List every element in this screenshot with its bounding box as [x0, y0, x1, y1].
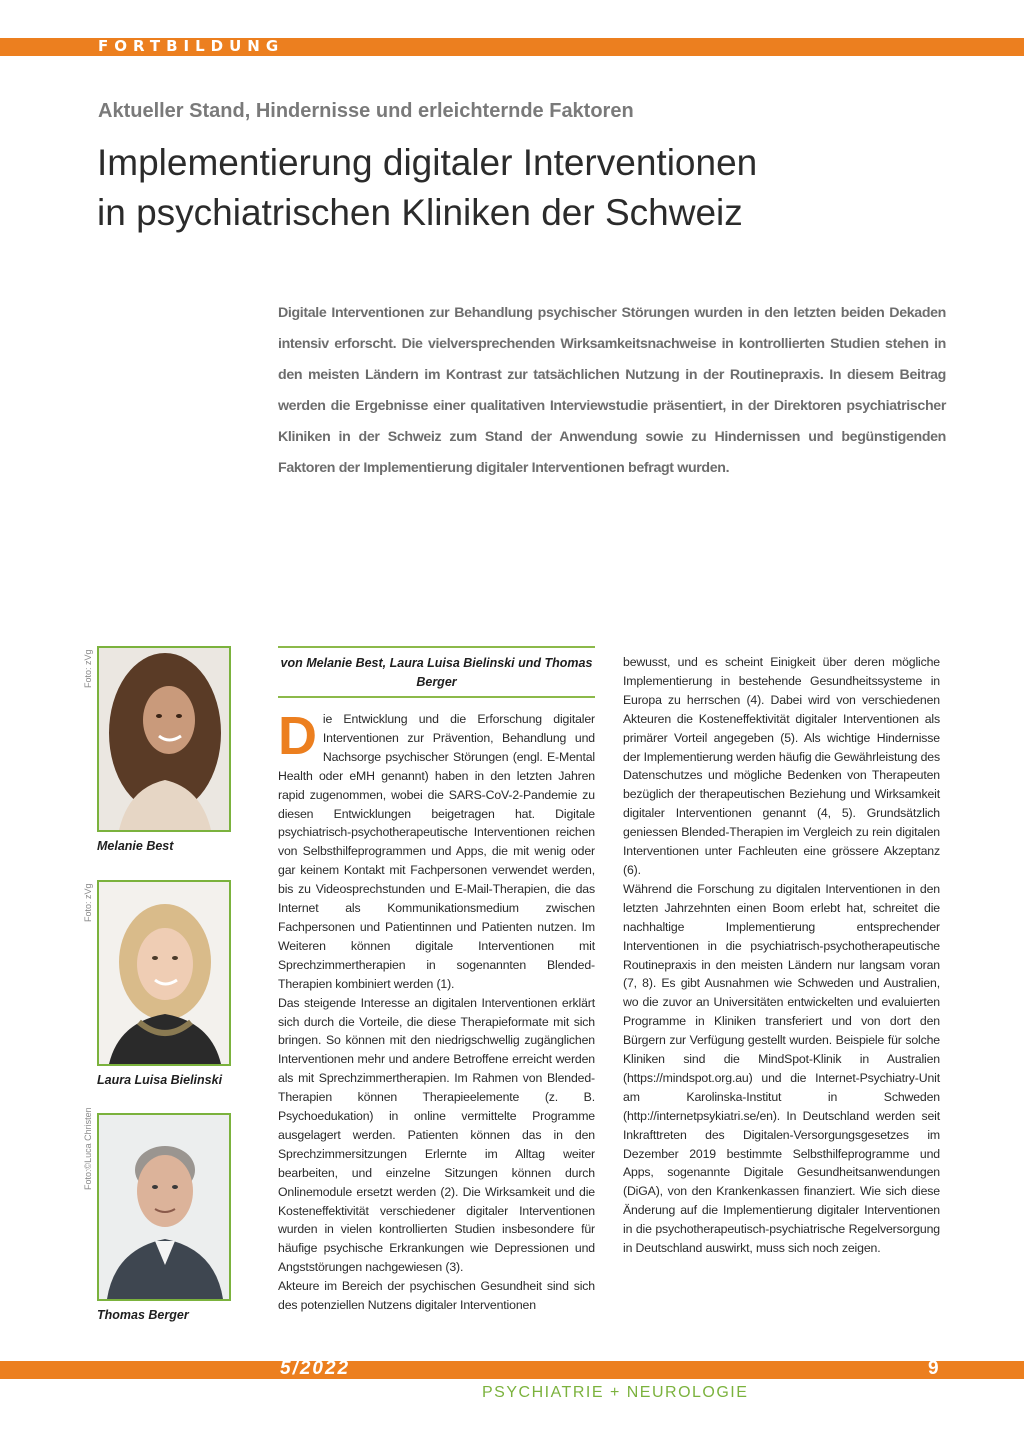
body-paragraph: ie Entwicklung und die Erforschung digitaler Interventionen zur Prävention, Behandlung und Nachsorge psychischer Störungen (engl. E-Mental Health oder eMH genannt) haben in den letzten Jahren rapid zugenommen, wobei die SARS-CoV-2-Pandemie zu diesen Entwicklungen beigetragen hat. Digitale psychiatrisch-psychotherapeutische Interventionen reichen von Selbsthilfeprogrammen und Apps, die mit wenig oder gar keinem Kontakt mit Fachpersonen verwendet werden, bis zu Videosprechstunden und E-Mail-Therapien, die das Internet als Kommunikationsmedium zwischen Fachpersonen und Patientinnen und Patienten nutzen. Im Weiteren können digitale Interventionen mit Sprechzimmertherapien in sogenannten Blended-Therapien kombiniert werden (1).: [278, 712, 595, 991]
author-photo: [97, 880, 231, 1066]
body-column-1: [278, 706, 595, 1315]
journal-name: PSYCHIATRIE + NEUROLOGIE: [482, 1384, 749, 1401]
body-paragraph: Akteure im Bereich der psychischen Gesundheit sind sich des potenziellen Nutzens digitaler Interventionen: [278, 1279, 595, 1313]
portrait-illustration: [99, 648, 229, 830]
author-photo: [97, 646, 231, 832]
article-title: [97, 138, 977, 238]
portrait-illustration: [99, 882, 229, 1064]
byline-rule-bottom: [278, 696, 595, 698]
author-caption: Laura Luisa Bielinski: [97, 1073, 223, 1087]
article-byline: von Melanie Best, Laura Luisa Bielinski und Thomas Berger: [280, 656, 593, 689]
body-paragraph: Während die Forschung zu digitalen Interventionen in den letzten Jahrzehnten einen Boom erlebt hat, schreitet die nachhaltige Implementierung entsprechender Interventionen in die psychiatrisch-psychotherapeutische Routinepraxis in den meisten Ländern nur langsam voran (7, 8). Es gibt Ausnahmen wie Schweden und Australien, wo die zuvor an Universitäten entwickelten und evaluierten Programme in Kliniken transferiert und von dort den Bürgern zur Verfügung gestellt wurden. Beispiele für solche Kliniken sind die MindSpot-Klinik in Australien (https://mindspot.org.au) und die Internet-Psychiatry-Unit am Karolinska-Institut in Schweden (http://internetpsykiatri.se/en). In Deutschland werden seit Inkrafttreten des Digitalen-Versorgungsgesetzes im Dezember 2019 bestimmte Selbsthilfeprogramme und Apps, sogenannte Digitale Gesundheitsanwendungen (DiGA), von den Krankenkassen finanziert. Wie sich diese Änderung auf die Implementierung digitaler Interventionen in die psychotherapeutisch-psychiatrische Regelversorgung in Deutschland auswirkt, muss sich noch zeigen.: [623, 881, 940, 1256]
drop-cap: D: [278, 706, 317, 766]
issue-number: 5/2022: [280, 1358, 351, 1379]
body-paragraph: bewusst, und es scheint Einigkeit über deren mögliche Implementierung in bestehende Gesundheitssysteme in Europa zu herrschen (4). Dabei wird von verschiedenen Akteuren die Kosteneffektivität digitaler Interventionen als primärer Vorteil angegeben (5). Als wichtige Hindernisse der Implementierung werden häufig die Gewährleistung des Datenschutzes und mögliche Bedenken von Therapeuten bezüglich der therapeutischen Beziehung und Wirksamkeit digitaler Interventionen genannt (4, 5). Grundsätzlich geniessen Blended-Therapien im Vergleich zu rein digitalen Interventionen unter Fachleuten eine grössere Akzeptanz (6).: [623, 655, 940, 877]
article-lead: Digitale Interventionen zur Behandlung psychischer Störungen wurden in den letzten beiden Dekaden intensiv erforscht. Die vielversprechenden Wirksamkeitsnachweise in kontrollierten Studien stehen in den meisten Ländern im Kontrast zur tatsächlichen Nutzung in der Routinepraxis. In diesem Beitrag werden die Ergebnisse einer qualitativen Interviewstudie präsentiert, in der Direktoren psychiatrischer Kliniken in der Schweiz zum Stand der Anwendung sowie zu Hindernissen und begünstigenden Faktoren der Implementierung digitaler Interventionen befragt wurden.: [278, 305, 946, 476]
photo-credit: Foto:©Luca Christen: [83, 1107, 93, 1190]
article-kicker: Aktueller Stand, Hindernisse und erleichternde Faktoren: [98, 100, 634, 122]
photo-credit: Foto: zVg: [83, 649, 93, 688]
page-number: 9: [928, 1358, 939, 1379]
author-caption: Melanie Best: [97, 839, 174, 853]
title-line-2: in psychiatrischen Kliniken der Schweiz: [97, 192, 743, 233]
author-caption: Thomas Berger: [97, 1308, 189, 1322]
title-line-1: Implementierung digitaler Interventionen: [97, 142, 758, 183]
body-column-2: [623, 653, 940, 1258]
portrait-illustration: [99, 1115, 229, 1299]
byline-rule-top: [278, 646, 595, 648]
author-photo: [97, 1113, 231, 1301]
header-bar: [0, 38, 1024, 56]
body-paragraph: Das steigende Interesse an digitalen Interventionen erklärt sich durch die Vorteile, die diese Therapieformate mit sich bringen. So können mit den niedrigschwellig zugänglichen Interventionen mehr und andere Betroffene erreicht werden als mit Sprechzimmertherapien. Im Rahmen von Blended-Therapien können Therapieelemente (z. B. Psychoedukation) in online vermittelte Programme ausgelagert werden. Patienten können das in den Sprechzimmersitzungen Erlernte im Alltag weiter bearbeiten, und einzelne Sitzungen können durch Onlinemodule ersetzt werden (2). Die Wirksamkeit und die Kosteneffektivität verschiedener digitaler Interventionen wurden in vielen kontrollierten Studien insbesondere für häufige psychische Erkrankungen wie Depressionen und Angststörungen nachgewiesen (3).: [278, 995, 595, 1275]
photo-credit: Foto: zVg: [83, 883, 93, 922]
footer-bar: [0, 1358, 1024, 1379]
section-label: FORTBILDUNG: [98, 37, 285, 55]
